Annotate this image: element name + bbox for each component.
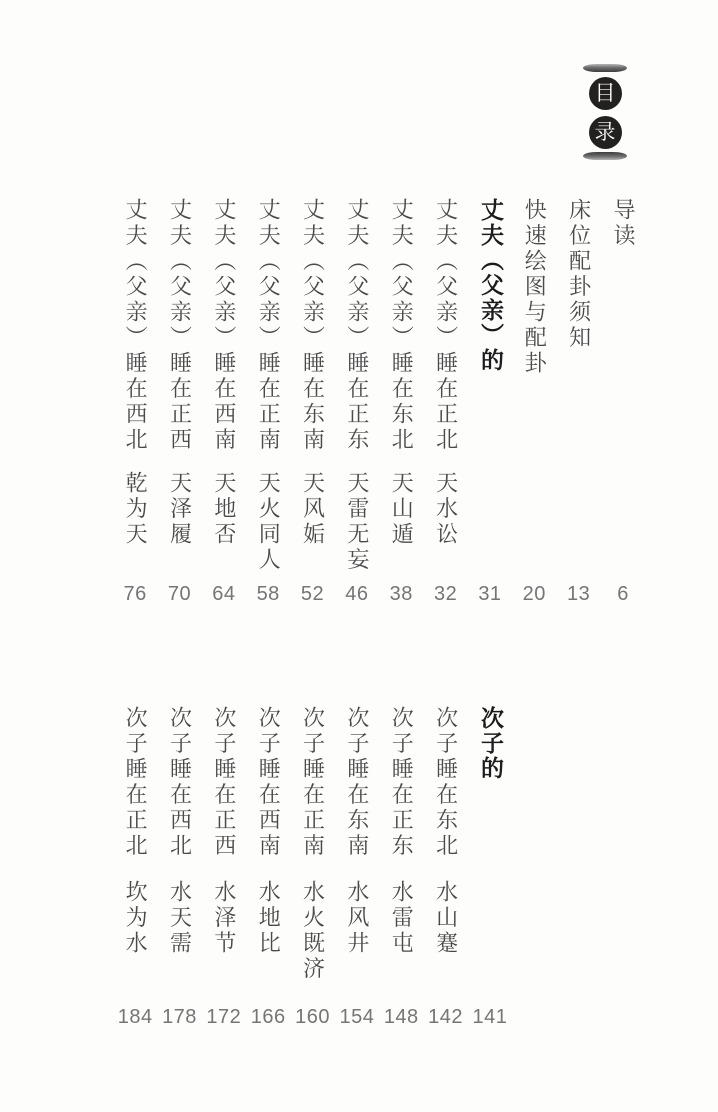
hexagram-name: 天水讼 <box>433 471 459 548</box>
page-number: 148 <box>383 1006 419 1028</box>
toc-entry-title: 丈夫（父亲）睡在正南 <box>256 198 282 453</box>
toc-entry-title: 次子睡在正北 <box>123 706 149 859</box>
toc-entry-title: 次子睡在东北 <box>433 706 459 859</box>
page-number: 20 <box>522 583 546 605</box>
page-number: 141 <box>472 1006 508 1028</box>
seal-top-bar-icon <box>583 64 627 72</box>
toc-entry-title: 丈夫（父亲）睡在西北 <box>123 198 149 453</box>
page-number: 6 <box>617 583 629 605</box>
toc-seal <box>583 64 627 160</box>
hexagram-name: 天雷无妄 <box>344 471 370 573</box>
page-number: 13 <box>567 583 591 605</box>
page-number: 76 <box>123 583 147 605</box>
hexagram-name: 天山遁 <box>389 471 415 548</box>
page-number: 38 <box>389 583 413 605</box>
toc-entry-title: 次子睡在正西 <box>211 706 237 859</box>
toc-entry-title: 次子睡在东南 <box>344 706 370 859</box>
page-number: 31 <box>478 583 502 605</box>
hexagram-name: 乾为天 <box>123 471 149 548</box>
toc-entry-title: 次子睡在西南 <box>256 706 282 859</box>
hexagram-name: 水火既济 <box>300 880 326 982</box>
toc-entry-title: 丈夫（父亲）睡在正北 <box>433 198 459 453</box>
page-number: 166 <box>250 1006 286 1028</box>
hexagram-name: 水天需 <box>167 880 193 957</box>
toc-entry-title: 丈夫（父亲）睡在东南 <box>300 198 326 453</box>
toc-entry-title: 丈夫（父亲）睡在正西 <box>167 198 193 453</box>
page-number: 64 <box>212 583 236 605</box>
page-number: 160 <box>295 1006 330 1028</box>
page-number: 70 <box>167 583 192 605</box>
page-number: 178 <box>162 1006 197 1028</box>
toc-front-item-title: 快速绘图与配卦 <box>522 198 548 377</box>
toc-entry-title: 丈夫（父亲）睡在西南 <box>211 198 237 453</box>
toc-entry-title: 次子睡在西北 <box>167 706 193 859</box>
page-number: 154 <box>339 1006 375 1028</box>
hexagram-name: 水地比 <box>256 880 282 957</box>
hexagram-name: 水山蹇 <box>433 880 459 957</box>
section-header: 次子的 <box>476 706 504 781</box>
page-number: 46 <box>345 583 369 605</box>
hexagram-name: 天地否 <box>211 471 237 548</box>
hexagram-name: 天泽履 <box>167 471 193 548</box>
toc-front-item-title: 导读 <box>611 198 636 249</box>
toc-entry-title: 丈夫（父亲）睡在东北 <box>389 198 415 453</box>
hexagram-name: 天火同人 <box>256 471 282 573</box>
seal-char-lu: 录 <box>589 116 622 149</box>
seal-char-mu: 目 <box>589 77 622 110</box>
toc-front-item-title: 床位配卦须知 <box>566 198 592 351</box>
hexagram-name: 天风姤 <box>300 471 326 548</box>
hexagram-name: 水雷屯 <box>389 880 415 957</box>
seal-bottom-bar-icon <box>583 152 627 160</box>
toc-entry-title: 丈夫（父亲）睡在正东 <box>344 198 370 453</box>
page-number: 184 <box>117 1006 153 1028</box>
page-number: 32 <box>433 583 458 605</box>
page-number: 52 <box>300 583 325 605</box>
section-header: 丈夫（父亲）的 <box>476 198 504 373</box>
page-number: 172 <box>206 1006 242 1028</box>
page-number: 142 <box>428 1006 464 1028</box>
toc-entry-title: 次子睡在正南 <box>300 706 326 859</box>
hexagram-name: 水泽节 <box>211 880 237 957</box>
hexagram-name: 水风井 <box>344 880 370 957</box>
toc-entry-title: 次子睡在正东 <box>389 706 415 859</box>
hexagram-name: 坎为水 <box>123 880 149 957</box>
page-number: 58 <box>256 583 280 605</box>
